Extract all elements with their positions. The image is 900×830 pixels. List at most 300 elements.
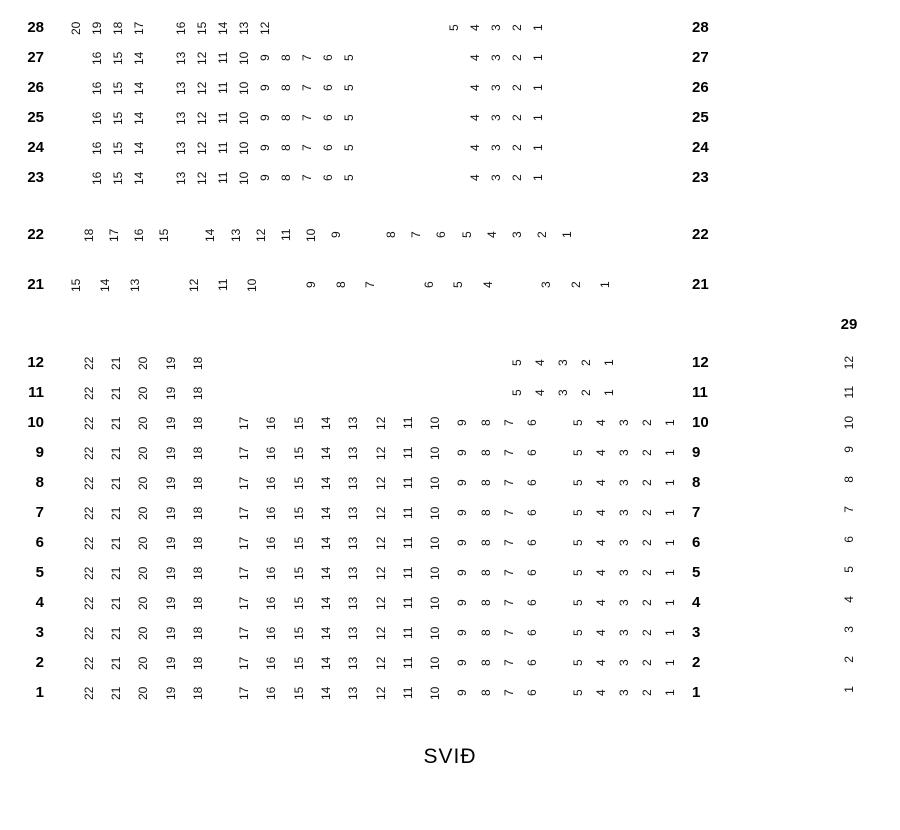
seat-5-3[interactable]: 3 bbox=[617, 569, 632, 577]
seat-6-18[interactable]: 18 bbox=[190, 536, 205, 550]
seat-3-3[interactable]: 3 bbox=[617, 629, 632, 637]
section-29-seat-10[interactable]: 10 bbox=[842, 416, 856, 430]
seat-12-20[interactable]: 20 bbox=[136, 356, 151, 370]
seat-12-2[interactable]: 2 bbox=[579, 359, 594, 367]
seat-5-19[interactable]: 19 bbox=[163, 566, 178, 580]
seat-6-13[interactable]: 13 bbox=[346, 536, 361, 550]
seat-28-2[interactable]: 2 bbox=[510, 24, 524, 32]
seat-6-17[interactable]: 17 bbox=[237, 536, 251, 550]
seat-24-15[interactable]: 15 bbox=[111, 141, 125, 155]
seat-5-12[interactable]: 12 bbox=[373, 566, 388, 580]
seat-23-1[interactable]: 1 bbox=[531, 174, 545, 182]
seat-5-5[interactable]: 5 bbox=[570, 569, 585, 577]
seat-4-3[interactable]: 3 bbox=[617, 599, 632, 607]
seat-7-18[interactable]: 18 bbox=[190, 506, 205, 520]
seat-24-2[interactable]: 2 bbox=[510, 144, 524, 152]
seat-8-7[interactable]: 7 bbox=[501, 479, 516, 487]
seat-4-22[interactable]: 22 bbox=[81, 596, 96, 610]
seat-6-10[interactable]: 10 bbox=[428, 536, 443, 550]
seat-10-14[interactable]: 14 bbox=[318, 416, 333, 430]
seat-26-6[interactable]: 6 bbox=[321, 84, 335, 92]
seat-4-15[interactable]: 15 bbox=[291, 596, 306, 610]
seat-4-18[interactable]: 18 bbox=[190, 596, 205, 610]
seat-1-19[interactable]: 19 bbox=[163, 686, 178, 700]
seat-4-14[interactable]: 14 bbox=[318, 596, 333, 610]
seat-9-11[interactable]: 11 bbox=[400, 446, 415, 460]
seat-9-5[interactable]: 5 bbox=[570, 449, 585, 457]
seat-22-11[interactable]: 11 bbox=[279, 228, 293, 242]
seat-26-1[interactable]: 1 bbox=[531, 84, 545, 92]
seat-27-2[interactable]: 2 bbox=[510, 54, 524, 62]
seat-7-3[interactable]: 3 bbox=[617, 509, 632, 517]
seat-21-12[interactable]: 12 bbox=[186, 278, 201, 292]
seat-21-4[interactable]: 4 bbox=[480, 281, 495, 289]
seat-9-16[interactable]: 16 bbox=[264, 446, 279, 460]
seat-9-13[interactable]: 13 bbox=[346, 446, 361, 460]
seat-22-14[interactable]: 14 bbox=[203, 228, 218, 242]
seat-1-3[interactable]: 3 bbox=[617, 689, 632, 697]
seat-3-12[interactable]: 12 bbox=[373, 626, 388, 640]
seat-1-11[interactable]: 11 bbox=[400, 686, 415, 700]
seat-8-10[interactable]: 10 bbox=[428, 476, 443, 490]
section-29-seat-12[interactable]: 12 bbox=[842, 356, 856, 370]
seat-4-9[interactable]: 9 bbox=[455, 599, 470, 607]
seat-3-14[interactable]: 14 bbox=[318, 626, 333, 640]
seat-6-11[interactable]: 11 bbox=[400, 536, 415, 550]
seat-23-5[interactable]: 5 bbox=[342, 174, 356, 182]
seat-21-9[interactable]: 9 bbox=[304, 281, 319, 289]
seat-9-14[interactable]: 14 bbox=[318, 446, 333, 460]
seat-10-8[interactable]: 8 bbox=[478, 419, 493, 427]
seat-9-15[interactable]: 15 bbox=[291, 446, 306, 460]
seat-22-8[interactable]: 8 bbox=[384, 231, 398, 239]
seat-25-13[interactable]: 13 bbox=[174, 111, 188, 125]
seat-12-18[interactable]: 18 bbox=[190, 356, 205, 370]
seat-24-14[interactable]: 14 bbox=[132, 141, 146, 155]
seat-9-22[interactable]: 22 bbox=[81, 446, 96, 460]
seat-11-4[interactable]: 4 bbox=[533, 389, 548, 397]
seat-25-5[interactable]: 5 bbox=[342, 114, 356, 122]
seat-22-12[interactable]: 12 bbox=[253, 228, 268, 242]
seat-26-11[interactable]: 11 bbox=[216, 81, 230, 95]
seat-8-9[interactable]: 9 bbox=[455, 479, 470, 487]
seat-9-2[interactable]: 2 bbox=[640, 449, 655, 457]
seat-10-1[interactable]: 1 bbox=[663, 419, 678, 427]
seat-27-4[interactable]: 4 bbox=[468, 54, 482, 62]
seat-4-21[interactable]: 21 bbox=[108, 596, 123, 610]
seat-21-3[interactable]: 3 bbox=[539, 281, 554, 289]
seat-8-20[interactable]: 20 bbox=[136, 476, 151, 490]
seat-23-3[interactable]: 3 bbox=[489, 174, 503, 182]
seat-8-12[interactable]: 12 bbox=[373, 476, 388, 490]
seat-1-22[interactable]: 22 bbox=[81, 686, 96, 700]
seat-9-10[interactable]: 10 bbox=[428, 446, 443, 460]
seat-24-6[interactable]: 6 bbox=[321, 144, 335, 152]
seat-22-10[interactable]: 10 bbox=[304, 228, 319, 242]
seat-6-12[interactable]: 12 bbox=[373, 536, 388, 550]
seat-8-16[interactable]: 16 bbox=[264, 476, 279, 490]
seat-4-17[interactable]: 17 bbox=[237, 596, 251, 610]
seat-11-5[interactable]: 5 bbox=[510, 389, 524, 397]
seat-10-5[interactable]: 5 bbox=[570, 419, 585, 427]
seat-11-22[interactable]: 22 bbox=[81, 386, 96, 400]
seat-28-4[interactable]: 4 bbox=[468, 24, 482, 32]
seat-5-16[interactable]: 16 bbox=[264, 566, 279, 580]
seat-10-21[interactable]: 21 bbox=[108, 416, 123, 430]
seat-6-3[interactable]: 3 bbox=[617, 539, 632, 547]
seat-1-2[interactable]: 2 bbox=[640, 689, 655, 697]
seat-4-12[interactable]: 12 bbox=[373, 596, 388, 610]
seat-25-6[interactable]: 6 bbox=[321, 114, 335, 122]
seat-11-20[interactable]: 20 bbox=[136, 386, 151, 400]
seat-2-12[interactable]: 12 bbox=[373, 656, 388, 670]
seat-8-5[interactable]: 5 bbox=[570, 479, 585, 487]
seat-22-2[interactable]: 2 bbox=[535, 231, 550, 239]
seat-8-3[interactable]: 3 bbox=[617, 479, 632, 487]
seat-8-18[interactable]: 18 bbox=[190, 476, 205, 490]
seat-23-6[interactable]: 6 bbox=[321, 174, 335, 182]
seat-4-20[interactable]: 20 bbox=[136, 596, 151, 610]
seat-9-12[interactable]: 12 bbox=[373, 446, 388, 460]
seat-6-16[interactable]: 16 bbox=[264, 536, 279, 550]
seat-27-9[interactable]: 9 bbox=[258, 54, 272, 62]
seat-8-4[interactable]: 4 bbox=[594, 479, 608, 487]
seat-2-4[interactable]: 4 bbox=[594, 659, 608, 667]
seat-3-5[interactable]: 5 bbox=[570, 629, 585, 637]
seat-12-22[interactable]: 22 bbox=[81, 356, 96, 370]
seat-25-12[interactable]: 12 bbox=[195, 111, 209, 125]
seat-26-13[interactable]: 13 bbox=[174, 81, 188, 95]
seat-5-4[interactable]: 4 bbox=[594, 569, 608, 577]
seat-24-11[interactable]: 11 bbox=[216, 141, 230, 155]
seat-1-5[interactable]: 5 bbox=[570, 689, 585, 697]
seat-7-13[interactable]: 13 bbox=[346, 506, 361, 520]
section-29-seat-11[interactable]: 11 bbox=[842, 386, 856, 399]
seat-6-4[interactable]: 4 bbox=[594, 539, 608, 547]
seat-22-13[interactable]: 13 bbox=[228, 228, 243, 242]
seat-11-1[interactable]: 1 bbox=[602, 389, 617, 397]
seat-25-1[interactable]: 1 bbox=[531, 114, 545, 122]
seat-3-6[interactable]: 6 bbox=[524, 629, 539, 637]
seat-3-17[interactable]: 17 bbox=[237, 626, 251, 640]
seat-7-10[interactable]: 10 bbox=[428, 506, 443, 520]
seat-4-1[interactable]: 1 bbox=[663, 599, 678, 607]
seat-10-12[interactable]: 12 bbox=[373, 416, 388, 430]
seat-24-8[interactable]: 8 bbox=[279, 144, 293, 152]
seat-27-7[interactable]: 7 bbox=[300, 54, 314, 62]
seat-21-10[interactable]: 10 bbox=[245, 278, 260, 292]
seat-3-7[interactable]: 7 bbox=[501, 629, 516, 637]
seat-9-8[interactable]: 8 bbox=[478, 449, 493, 457]
seat-12-4[interactable]: 4 bbox=[533, 359, 548, 367]
seat-7-8[interactable]: 8 bbox=[478, 509, 493, 517]
seat-22-1[interactable]: 1 bbox=[560, 231, 575, 239]
seat-9-4[interactable]: 4 bbox=[594, 449, 608, 457]
seat-10-22[interactable]: 22 bbox=[81, 416, 96, 430]
seat-23-14[interactable]: 14 bbox=[132, 171, 146, 185]
seat-8-13[interactable]: 13 bbox=[346, 476, 361, 490]
seat-6-22[interactable]: 22 bbox=[81, 536, 96, 550]
seat-2-19[interactable]: 19 bbox=[163, 656, 178, 670]
seat-7-12[interactable]: 12 bbox=[373, 506, 388, 520]
seat-23-13[interactable]: 13 bbox=[174, 171, 188, 185]
seat-2-13[interactable]: 13 bbox=[346, 656, 361, 670]
seat-11-18[interactable]: 18 bbox=[190, 386, 205, 400]
seat-8-6[interactable]: 6 bbox=[524, 479, 539, 487]
seat-25-9[interactable]: 9 bbox=[258, 114, 272, 122]
seat-8-17[interactable]: 17 bbox=[237, 476, 251, 490]
seat-1-20[interactable]: 20 bbox=[136, 686, 151, 700]
seat-4-13[interactable]: 13 bbox=[346, 596, 361, 610]
section-29-seat-9[interactable]: 9 bbox=[842, 446, 856, 453]
section-29-seat-3[interactable]: 3 bbox=[842, 626, 856, 633]
seat-27-10[interactable]: 10 bbox=[237, 51, 251, 65]
seat-4-6[interactable]: 6 bbox=[524, 599, 539, 607]
seat-3-9[interactable]: 9 bbox=[455, 629, 470, 637]
seat-2-10[interactable]: 10 bbox=[428, 656, 443, 670]
seat-2-8[interactable]: 8 bbox=[478, 659, 493, 667]
seat-1-13[interactable]: 13 bbox=[346, 686, 361, 700]
seat-2-1[interactable]: 1 bbox=[663, 659, 678, 667]
seat-27-6[interactable]: 6 bbox=[321, 54, 335, 62]
seat-21-11[interactable]: 11 bbox=[216, 278, 230, 292]
seat-3-22[interactable]: 22 bbox=[81, 626, 96, 640]
seat-22-9[interactable]: 9 bbox=[329, 231, 344, 239]
section-29-seat-4[interactable]: 4 bbox=[842, 596, 856, 603]
seat-3-16[interactable]: 16 bbox=[264, 626, 279, 640]
seat-24-9[interactable]: 9 bbox=[258, 144, 272, 152]
seat-9-17[interactable]: 17 bbox=[237, 446, 251, 460]
seat-23-9[interactable]: 9 bbox=[258, 174, 272, 182]
seat-24-5[interactable]: 5 bbox=[342, 144, 356, 152]
seat-26-14[interactable]: 14 bbox=[132, 81, 146, 95]
seat-6-14[interactable]: 14 bbox=[318, 536, 333, 550]
seat-22-15[interactable]: 15 bbox=[157, 228, 172, 242]
seat-24-7[interactable]: 7 bbox=[300, 144, 314, 152]
seat-22-17[interactable]: 17 bbox=[106, 228, 121, 242]
seat-23-11[interactable]: 11 bbox=[216, 171, 230, 185]
seat-7-6[interactable]: 6 bbox=[524, 509, 539, 517]
seat-1-8[interactable]: 8 bbox=[478, 689, 493, 697]
seat-28-17[interactable]: 17 bbox=[132, 21, 146, 35]
seat-1-14[interactable]: 14 bbox=[318, 686, 333, 700]
seat-21-7[interactable]: 7 bbox=[363, 281, 377, 289]
seat-23-10[interactable]: 10 bbox=[237, 171, 251, 185]
seat-28-20[interactable]: 20 bbox=[69, 21, 83, 35]
seat-27-5[interactable]: 5 bbox=[342, 54, 356, 62]
seat-3-1[interactable]: 1 bbox=[663, 629, 678, 637]
seat-25-3[interactable]: 3 bbox=[489, 114, 503, 122]
seat-21-1[interactable]: 1 bbox=[598, 281, 613, 289]
seat-7-14[interactable]: 14 bbox=[318, 506, 333, 520]
seat-8-21[interactable]: 21 bbox=[108, 476, 123, 490]
seat-25-11[interactable]: 11 bbox=[216, 111, 230, 125]
seat-5-13[interactable]: 13 bbox=[346, 566, 361, 580]
seat-22-7[interactable]: 7 bbox=[409, 231, 424, 239]
seat-25-16[interactable]: 16 bbox=[90, 111, 104, 125]
section-29-seat-5[interactable]: 5 bbox=[842, 566, 856, 573]
seat-1-4[interactable]: 4 bbox=[594, 689, 608, 697]
seat-26-3[interactable]: 3 bbox=[489, 84, 503, 92]
seat-6-2[interactable]: 2 bbox=[640, 539, 655, 547]
section-29-seat-7[interactable]: 7 bbox=[842, 506, 856, 513]
seat-25-8[interactable]: 8 bbox=[279, 114, 293, 122]
seat-22-3[interactable]: 3 bbox=[510, 231, 524, 239]
seat-23-15[interactable]: 15 bbox=[111, 171, 125, 185]
seat-28-14[interactable]: 14 bbox=[216, 21, 230, 35]
seat-3-21[interactable]: 21 bbox=[108, 626, 123, 640]
seat-27-12[interactable]: 12 bbox=[195, 51, 209, 65]
seat-7-15[interactable]: 15 bbox=[291, 506, 306, 520]
seat-27-16[interactable]: 16 bbox=[90, 51, 104, 65]
seat-6-6[interactable]: 6 bbox=[524, 539, 539, 547]
seat-2-11[interactable]: 11 bbox=[400, 656, 415, 670]
seat-4-19[interactable]: 19 bbox=[163, 596, 178, 610]
seat-12-19[interactable]: 19 bbox=[163, 356, 178, 370]
seat-5-17[interactable]: 17 bbox=[237, 566, 251, 580]
seat-5-1[interactable]: 1 bbox=[663, 569, 678, 577]
seat-11-21[interactable]: 21 bbox=[108, 386, 123, 400]
seat-10-13[interactable]: 13 bbox=[346, 416, 361, 430]
seat-7-1[interactable]: 1 bbox=[663, 509, 678, 517]
seat-10-3[interactable]: 3 bbox=[617, 419, 632, 427]
seat-7-17[interactable]: 17 bbox=[237, 506, 251, 520]
seat-10-10[interactable]: 10 bbox=[428, 416, 443, 430]
seat-7-21[interactable]: 21 bbox=[108, 506, 123, 520]
seat-5-10[interactable]: 10 bbox=[428, 566, 443, 580]
seat-5-20[interactable]: 20 bbox=[136, 566, 151, 580]
seat-5-7[interactable]: 7 bbox=[501, 569, 516, 577]
seat-3-19[interactable]: 19 bbox=[163, 626, 178, 640]
section-29-seat-1[interactable]: 1 bbox=[842, 686, 856, 693]
seat-1-18[interactable]: 18 bbox=[190, 686, 205, 700]
seat-12-1[interactable]: 1 bbox=[602, 359, 617, 367]
seat-6-7[interactable]: 7 bbox=[501, 539, 516, 547]
seat-8-15[interactable]: 15 bbox=[291, 476, 306, 490]
seat-5-15[interactable]: 15 bbox=[291, 566, 306, 580]
seat-10-17[interactable]: 17 bbox=[237, 416, 251, 430]
seat-7-9[interactable]: 9 bbox=[455, 509, 470, 517]
seat-8-11[interactable]: 11 bbox=[400, 476, 415, 490]
seat-1-21[interactable]: 21 bbox=[108, 686, 123, 700]
seat-26-4[interactable]: 4 bbox=[468, 84, 482, 92]
seat-3-20[interactable]: 20 bbox=[136, 626, 151, 640]
seat-27-8[interactable]: 8 bbox=[279, 54, 293, 62]
seat-21-2[interactable]: 2 bbox=[568, 281, 583, 289]
seat-27-15[interactable]: 15 bbox=[111, 51, 125, 65]
seat-26-10[interactable]: 10 bbox=[237, 81, 251, 95]
seat-2-16[interactable]: 16 bbox=[264, 656, 279, 670]
seat-10-9[interactable]: 9 bbox=[455, 419, 470, 427]
seat-7-19[interactable]: 19 bbox=[163, 506, 178, 520]
seat-3-4[interactable]: 4 bbox=[594, 629, 608, 637]
seat-6-21[interactable]: 21 bbox=[108, 536, 123, 550]
seat-8-22[interactable]: 22 bbox=[81, 476, 96, 490]
seat-27-13[interactable]: 13 bbox=[174, 51, 188, 65]
seat-22-16[interactable]: 16 bbox=[132, 228, 146, 242]
seat-28-15[interactable]: 15 bbox=[195, 21, 209, 35]
seat-5-8[interactable]: 8 bbox=[478, 569, 493, 577]
seat-10-18[interactable]: 18 bbox=[190, 416, 205, 430]
seat-25-2[interactable]: 2 bbox=[510, 114, 524, 122]
seat-10-11[interactable]: 11 bbox=[400, 416, 415, 430]
seat-6-15[interactable]: 15 bbox=[291, 536, 306, 550]
seat-2-18[interactable]: 18 bbox=[190, 656, 205, 670]
seat-2-17[interactable]: 17 bbox=[237, 656, 251, 670]
seat-28-18[interactable]: 18 bbox=[111, 21, 125, 35]
seat-11-3[interactable]: 3 bbox=[556, 389, 571, 397]
seat-7-22[interactable]: 22 bbox=[81, 506, 96, 520]
seat-4-16[interactable]: 16 bbox=[264, 596, 279, 610]
seat-9-9[interactable]: 9 bbox=[455, 449, 470, 457]
seat-23-8[interactable]: 8 bbox=[279, 174, 293, 182]
seat-10-15[interactable]: 15 bbox=[291, 416, 306, 430]
seat-28-12[interactable]: 12 bbox=[258, 21, 272, 35]
seat-3-10[interactable]: 10 bbox=[428, 626, 443, 640]
seat-4-11[interactable]: 11 bbox=[400, 596, 415, 610]
seat-1-17[interactable]: 17 bbox=[237, 686, 251, 700]
seat-3-11[interactable]: 11 bbox=[400, 626, 415, 640]
seat-6-1[interactable]: 1 bbox=[663, 539, 678, 547]
seat-8-2[interactable]: 2 bbox=[640, 479, 655, 487]
seat-3-13[interactable]: 13 bbox=[346, 626, 361, 640]
seat-6-19[interactable]: 19 bbox=[163, 536, 178, 550]
seat-28-19[interactable]: 19 bbox=[90, 21, 104, 35]
seat-3-2[interactable]: 2 bbox=[640, 629, 655, 637]
seat-4-5[interactable]: 5 bbox=[570, 599, 585, 607]
seat-25-15[interactable]: 15 bbox=[111, 111, 125, 125]
seat-28-1[interactable]: 1 bbox=[531, 24, 545, 32]
seat-25-10[interactable]: 10 bbox=[237, 111, 251, 125]
seat-23-7[interactable]: 7 bbox=[300, 174, 314, 182]
seat-22-18[interactable]: 18 bbox=[81, 228, 96, 242]
seat-1-12[interactable]: 12 bbox=[373, 686, 388, 700]
seat-1-1[interactable]: 1 bbox=[663, 689, 678, 697]
seat-22-5[interactable]: 5 bbox=[459, 231, 474, 239]
seat-21-6[interactable]: 6 bbox=[421, 281, 436, 289]
seat-22-6[interactable]: 6 bbox=[434, 231, 449, 239]
seat-2-6[interactable]: 6 bbox=[524, 659, 539, 667]
seat-7-2[interactable]: 2 bbox=[640, 509, 655, 517]
seat-2-9[interactable]: 9 bbox=[455, 659, 470, 667]
seat-10-16[interactable]: 16 bbox=[264, 416, 279, 430]
seat-26-8[interactable]: 8 bbox=[279, 84, 293, 92]
seat-5-9[interactable]: 9 bbox=[455, 569, 470, 577]
seat-11-2[interactable]: 2 bbox=[579, 389, 594, 397]
seat-23-16[interactable]: 16 bbox=[90, 171, 104, 185]
seat-24-13[interactable]: 13 bbox=[174, 141, 188, 155]
seat-28-16[interactable]: 16 bbox=[174, 21, 188, 35]
seat-10-19[interactable]: 19 bbox=[163, 416, 178, 430]
seat-26-12[interactable]: 12 bbox=[195, 81, 209, 95]
seat-10-7[interactable]: 7 bbox=[501, 419, 516, 427]
seat-26-16[interactable]: 16 bbox=[90, 81, 104, 95]
seat-9-21[interactable]: 21 bbox=[108, 446, 123, 460]
seat-9-6[interactable]: 6 bbox=[524, 449, 539, 457]
seat-8-14[interactable]: 14 bbox=[318, 476, 333, 490]
seat-1-6[interactable]: 6 bbox=[524, 689, 539, 697]
seat-26-2[interactable]: 2 bbox=[510, 84, 524, 92]
seat-2-21[interactable]: 21 bbox=[108, 656, 123, 670]
seat-7-20[interactable]: 20 bbox=[136, 506, 151, 520]
seat-2-3[interactable]: 3 bbox=[617, 659, 632, 667]
seat-1-10[interactable]: 10 bbox=[428, 686, 443, 700]
seat-4-8[interactable]: 8 bbox=[478, 599, 493, 607]
seat-2-22[interactable]: 22 bbox=[81, 656, 96, 670]
seat-1-16[interactable]: 16 bbox=[264, 686, 279, 700]
seat-8-8[interactable]: 8 bbox=[478, 479, 493, 487]
section-29-seat-6[interactable]: 6 bbox=[842, 536, 856, 543]
